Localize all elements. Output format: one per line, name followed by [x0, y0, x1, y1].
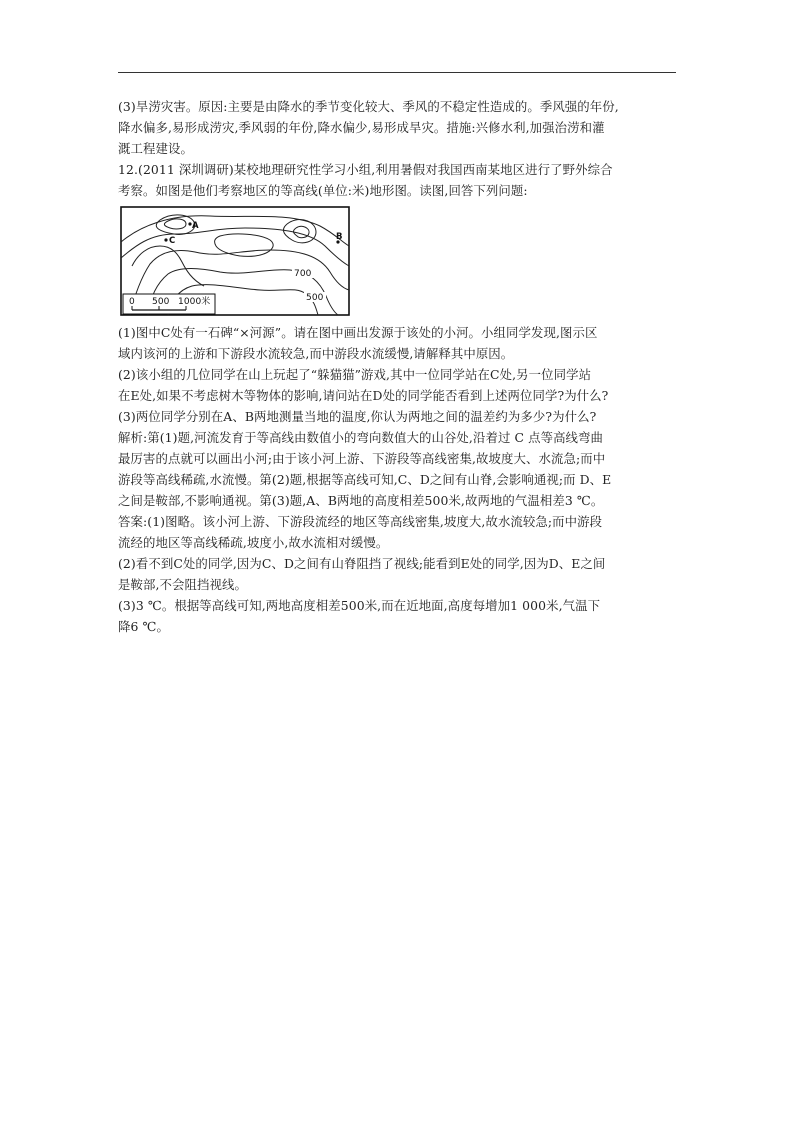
scale-label-1000: 1000米 [178, 297, 211, 307]
contour-label-500: 500 [306, 293, 324, 303]
analysis-line: 最厉害的点就可以画出小河;由于该小河上游、下游段等高线密集,故坡度大、水流急;而中 [118, 451, 606, 466]
prev-answer-line: (3)旱涝灾害。原因:主要是由降水的季节变化较大、季风的不稳定性造成的。季风强的年份, [118, 99, 619, 114]
answer-line: 是鞍部,不会阻挡视线。 [118, 577, 247, 592]
answer-line: (3)3 ℃。根据等高线可知,两地高度相差500米,而在近地面,高度每增加1 000米,气温下 [118, 598, 601, 613]
document-body [118, 96, 678, 637]
question-2: 在E处,如果不考虑树木等物体的影响,请问站在D处的同学能否看到上述两位同学?为什么? [118, 388, 609, 403]
scale-label-0: 0 [129, 297, 135, 307]
label-a: A [192, 221, 199, 231]
header-rule [118, 72, 676, 73]
question-intro: 12.(2011 深圳调研)某校地理研究性学习小组,利用暑假对我国西南某地区进行了野外综合 [118, 162, 613, 177]
question-2: (2)该小组的几位同学在山上玩起了“躲猫猫”游戏,其中一位同学站在C处,另一位同学站 [118, 367, 592, 382]
prev-answer-line: 溉工程建设。 [118, 141, 193, 156]
analysis-line: 解析:第(1)题,河流发育于等高线由数值小的弯向数值大的山谷处,沿着过 C 点等高线弯曲 [118, 430, 604, 445]
contour-map-figure [120, 206, 350, 316]
answer-line: 流经的地区等高线稀疏,坡度小,故水流相对缓慢。 [118, 535, 389, 550]
question-1: 域内该河的上游和下游段水流较急,而中游段水流缓慢,请解释其中原因。 [118, 346, 514, 361]
point-c-marker [164, 238, 167, 241]
scale-label-500: 500 [152, 297, 170, 307]
analysis-line: 之间是鞍部,不影响通视。第(3)题,A、B两地的高度相差500米,故两地的气温相差3 ℃。 [118, 493, 604, 508]
label-c: C [169, 236, 176, 246]
answer-line: (2)看不到C处的同学,因为C、D之间有山脊阻挡了视线;能看到E处的同学,因为D、E之间 [118, 556, 606, 571]
prev-answer-line: 降水偏多,易形成涝灾,季风弱的年份,降水偏少,易形成旱灾。措施:兴修水利,加强治涝和灌 [118, 120, 605, 135]
answer-line: 降6 ℃。 [118, 619, 169, 634]
label-b: B [336, 232, 343, 242]
analysis-line: 游段等高线稀疏,水流慢。第(2)题,根据等高线可知,C、D之间有山脊,会影响通视;而 D、E [118, 472, 612, 487]
question-3: (3)两位同学分别在A、B两地测量当地的温度,你认为两地之间的温差约为多少?为什么? [118, 409, 597, 424]
answer-line: 答案:(1)图略。该小河上游、下游段流经的地区等高线密集,坡度大,故水流较急;而中游段 [118, 514, 603, 529]
question-intro: 考察。如图是他们考察地区的等高线(单位:米)地形图。读图,回答下列问题: [118, 183, 528, 198]
question-1: (1)图中C处有一石碑“×河源”。请在图中画出发源于该处的小河。小组同学发现,图示区 [118, 325, 598, 340]
contour-label-700: 700 [294, 269, 312, 279]
